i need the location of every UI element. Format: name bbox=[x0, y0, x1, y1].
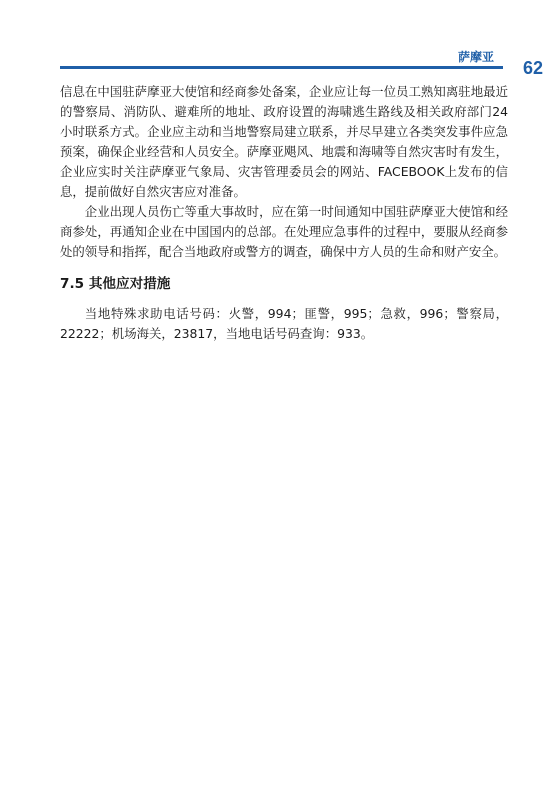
section-heading: 7.5 其他应对措施 bbox=[60, 276, 171, 292]
section-paragraph: 当地特殊求助电话号码：火警，994；匪警，995；急救，996；警察局，22222；机场海关，23817，当地电话号码查询：933。 bbox=[60, 306, 508, 341]
page-number: 62 bbox=[522, 58, 543, 78]
header-rule bbox=[60, 66, 503, 69]
paragraph-1: 信息在中国驻萨摩亚大使馆和经商参处备案，企业应让每一位员工熟知离驻地最近的警察局、消防队、避难所的地址、政府设置的海啸逃生路线及相关政府部门24小时联系方式。企业应主动和当地警察局建立联系，并尽早建立各类突发事件应急预案，确保企业经营和人员安全。萨摩亚飓风、地震和海啸等自然灾害时有发生，企业应实时关注萨摩亚气象局、灾害管理委员会的网站、FACEBOOK上发布的信息，提前做好自然灾害应对准备。 bbox=[60, 84, 508, 199]
paragraph-2: 企业出现人员伤亡等重大事故时，应在第一时间通知中国驻萨摩亚大使馆和经商参处，再通知企业在中国国内的总部。在处理应急事件的过程中，要服从经商参处的领导和指挥，配合当地政府或警方的调查，确保中方人员的生命和财产安全。 bbox=[60, 204, 508, 259]
running-header-title: 萨摩亚 bbox=[457, 50, 494, 64]
body-text bbox=[60, 82, 508, 344]
